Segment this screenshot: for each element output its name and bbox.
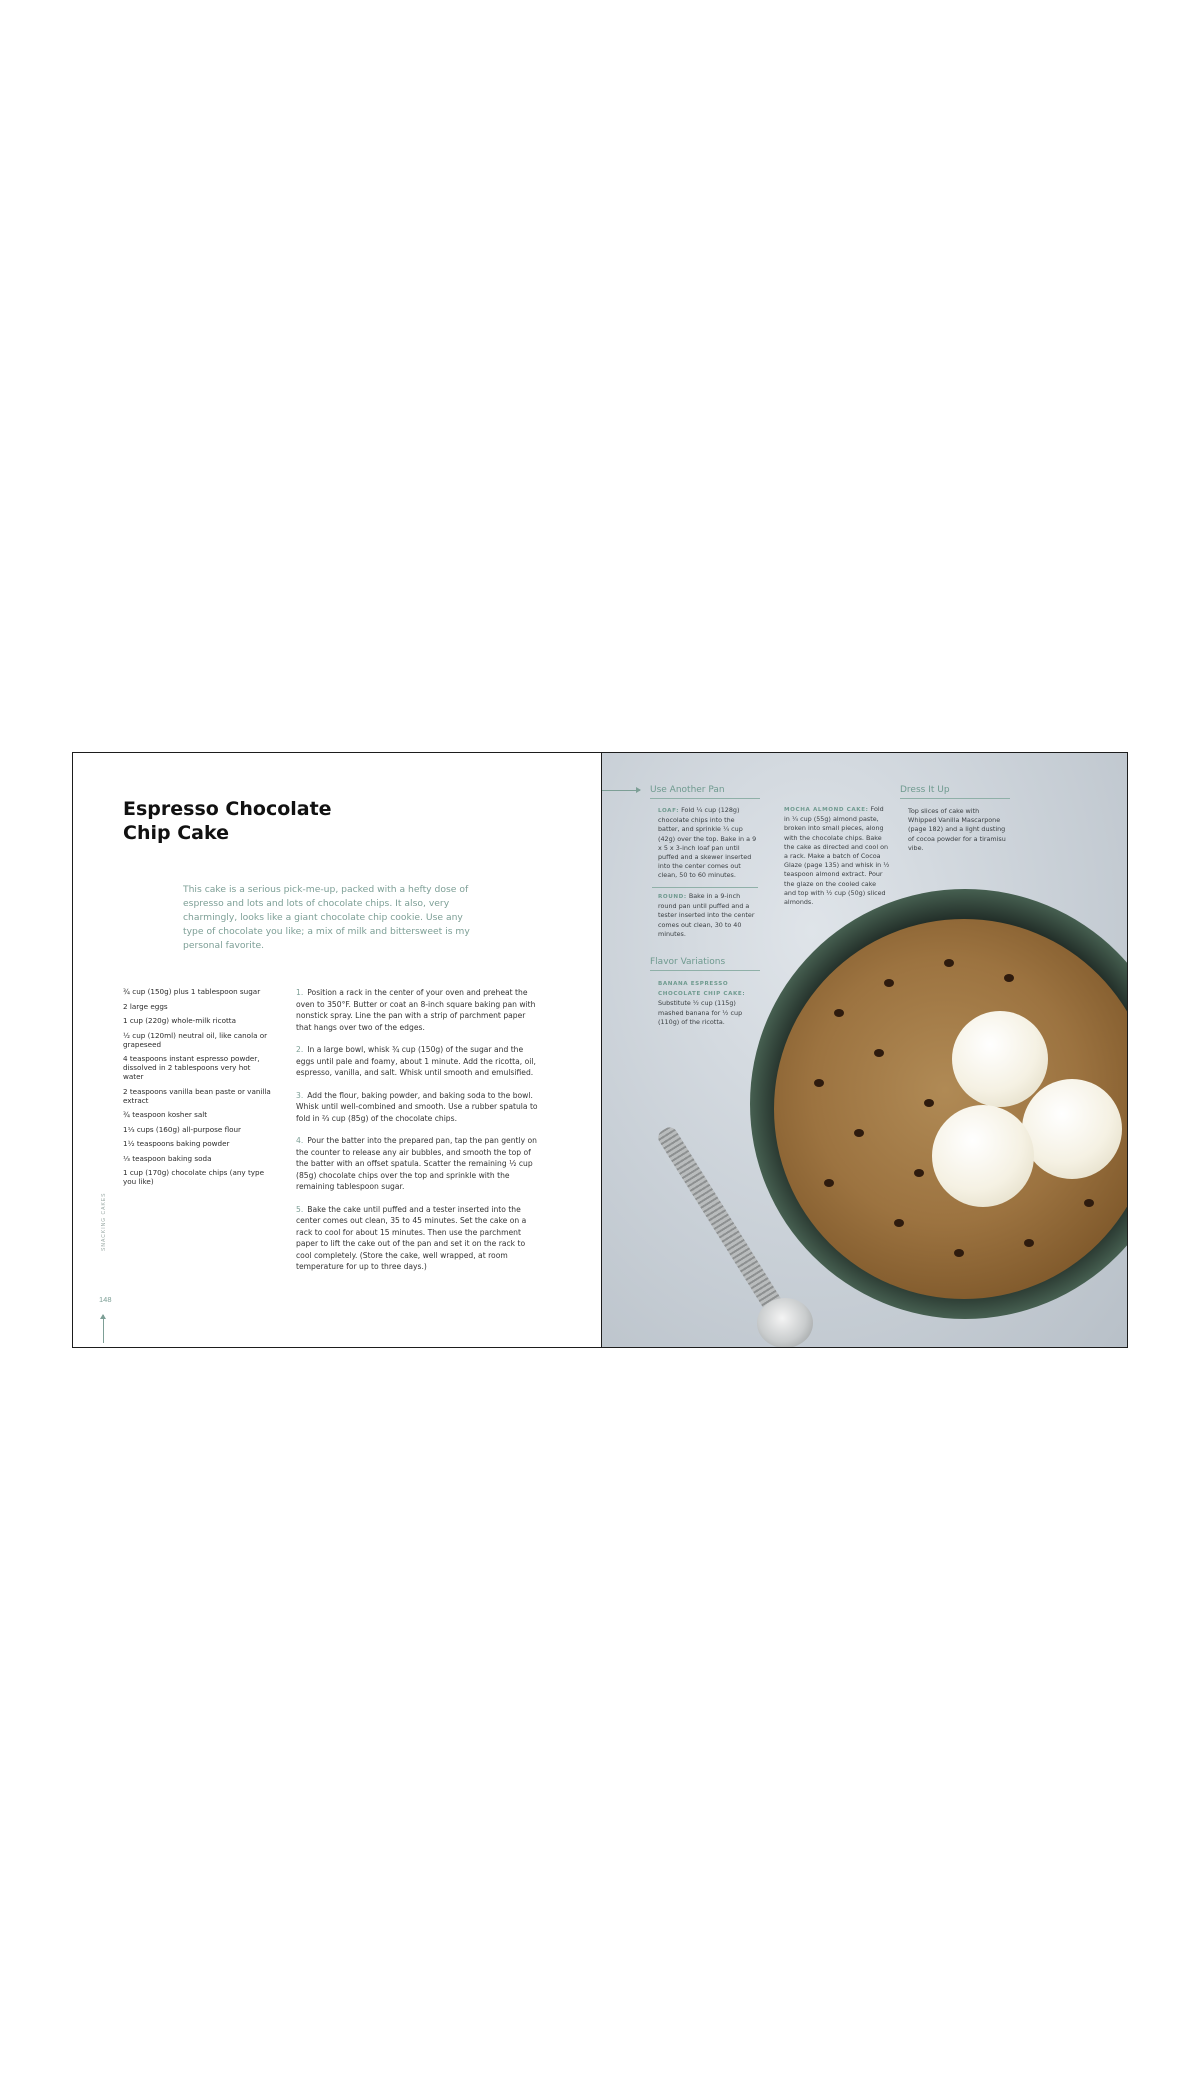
chocolate-chip <box>894 1219 904 1227</box>
recipe-title <box>123 797 332 845</box>
ingredient-item: ½ cup (120ml) neutral oil, like canola or grapeseed <box>123 1030 268 1049</box>
chocolate-chip <box>854 1129 864 1137</box>
ingredient-item: 2 large eggs <box>123 1001 168 1011</box>
ice-cream-scoop-image <box>952 1011 1048 1107</box>
round-variation <box>658 892 758 939</box>
recipe-title-line-1: Espresso Chocolate <box>123 798 332 820</box>
ice-cream-scoop-image <box>932 1105 1034 1207</box>
ice-cream-scoop-image <box>1022 1079 1122 1179</box>
step-number: 2. <box>296 1045 304 1054</box>
arrow-up-icon <box>103 1315 104 1343</box>
banana-label: BANANA ESPRESSO CHOCOLATE CHIP CAKE: <box>658 981 746 998</box>
chocolate-chip <box>924 1099 934 1107</box>
right-page-photo <box>601 753 1127 1347</box>
ingredient-item: 1 cup (170g) chocolate chips (any type you like) <box>123 1168 265 1186</box>
chocolate-chip <box>1084 1199 1094 1207</box>
banana-text: Substitute ½ cup (115g) mashed banana for ½ cup (110g) of the ricotta. <box>658 999 743 1026</box>
method-step <box>296 1044 541 1079</box>
arrow-right-icon <box>602 790 640 791</box>
ingredients-list <box>123 987 273 1192</box>
method-step <box>296 1135 541 1193</box>
step-text: In a large bowl, whisk ¾ cup (150g) of the sugar and the eggs until pale and foamy, about 1 minute. Add the ricotta, oil, espresso, vanilla, and salt. Whisk until smooth and emulsified. <box>296 1045 536 1077</box>
mocha-variation <box>784 805 890 907</box>
ice-cream-scoop-bowl <box>757 1298 813 1347</box>
chocolate-chip <box>874 1049 884 1057</box>
banana-variation <box>658 979 758 1027</box>
flavor-variations-heading: Flavor Variations <box>650 957 760 971</box>
step-number: 1. <box>296 988 304 997</box>
chocolate-chip <box>944 959 954 967</box>
left-page <box>73 753 601 1347</box>
method-step <box>296 987 541 1033</box>
chocolate-chip <box>954 1249 964 1257</box>
recipe-title-line-2: Chip Cake <box>123 822 229 844</box>
method-steps <box>296 987 541 1284</box>
step-number: 4. <box>296 1136 304 1145</box>
step-text: Pour the batter into the prepared pan, tap the pan gently on the counter to release any air bubbles, and smooth the top of the batter with an offset spatula. Scatter the remaining ½ cup (85g) chocolate chips over the top and sprinkle with the remaining tablespoon sugar. <box>296 1136 537 1191</box>
use-another-pan-heading: Use Another Pan <box>650 785 760 799</box>
mocha-text: Fold in ¼ cup (55g) almond paste, broken into small pieces, along with the chocolate chips. Bake the cake as directed and cool on a rack. Make a batch of Cocoa Glaze (page 135) and whisk in ½ teaspoon almond extract. Pour the glaze on the cooled cake and top with ½ cup (50g) sliced almonds. <box>784 805 890 907</box>
recipe-intro: This cake is a serious pick-me-up, packed with a hefty dose of espresso and lots and lots of chocolate chips. It also, very charmingly, looks like a giant chocolate chip cookie. Use any type of chocolate you like; a mix of milk and bittersweet is my personal favorite. <box>183 884 470 951</box>
loaf-variation <box>658 806 758 881</box>
chocolate-chip <box>824 1179 834 1187</box>
page-number: 148 <box>99 1295 112 1304</box>
loaf-label: LOAF: <box>658 808 680 814</box>
step-text: Position a rack in the center of your oven and preheat the oven to 350°F. Butter or coat an 8-inch square baking pan with nonstick spray. Line the pan with a strip of parchment paper that hangs over two of the edges. <box>296 988 536 1032</box>
method-step <box>296 1204 541 1273</box>
ingredient-item: 1 cup (220g) whole-milk ricotta <box>123 1016 237 1025</box>
chocolate-chip <box>814 1079 824 1087</box>
ingredient-item: ¾ teaspoon kosher salt <box>123 1110 208 1119</box>
chocolate-chip <box>884 979 894 987</box>
book-spread <box>72 752 1128 1348</box>
ingredient-item: ⅓ teaspoon baking soda <box>123 1153 212 1163</box>
divider <box>652 887 758 888</box>
ingredient-item: 2 teaspoons vanilla bean paste or vanilla extract <box>123 1086 271 1105</box>
ingredient-item: ¾ cup (150g) plus 1 tablespoon sugar <box>123 987 261 996</box>
ingredient-item: 1½ teaspoons baking powder <box>123 1139 230 1148</box>
ingredient-item: 1⅓ cups (160g) all-purpose flour <box>123 1124 242 1134</box>
chocolate-chip <box>1024 1239 1034 1247</box>
mocha-label: MOCHA ALMOND CAKE: <box>784 807 869 813</box>
loaf-text: Fold ¼ cup (128g) chocolate chips into the batter, and sprinkle ¼ cup (42g) over the top. Bake in a 9 x 5 x 3-inch loaf pan until puffed and a skewer inserted into the center comes out clean, 50 to 60 minutes. <box>658 806 757 880</box>
method-step <box>296 1090 541 1125</box>
step-text: Add the flour, baking powder, and baking soda to the bowl. Whisk until well-combined and smooth. Use a rubber spatula to fold in ⅔ cup (85g) of the chocolate chips. <box>296 1090 538 1123</box>
ingredient-item: 4 teaspoons instant espresso powder, dissolved in 2 tablespoons very hot water <box>123 1054 260 1081</box>
step-number: 5. <box>296 1204 304 1214</box>
step-number: 3. <box>296 1090 304 1100</box>
dress-it-up-text: Top slices of cake with Whipped Vanilla Mascarpone (page 182) and a light dusting of cocoa powder for a tiramisu vibe. <box>908 807 1006 852</box>
chocolate-chip <box>914 1169 924 1177</box>
step-text: Bake the cake until puffed and a tester inserted into the center comes out clean, 35 to 45 minutes. Set the cake on a rack to cool for about 15 minutes. Then use the parchment paper to lift the cake out of the pan and set it on the rack to cool completely. (Store the cake, well wrapped, at room temperature for up to three days.) <box>296 1204 527 1271</box>
chocolate-chip <box>834 1009 844 1017</box>
round-text: Bake in a 9-inch round pan until puffed and a tester inserted into the center comes out clean, 30 to 40 minutes. <box>658 892 755 938</box>
section-label: SNACKING CAKES <box>101 1192 107 1251</box>
round-label: ROUND: <box>658 894 687 900</box>
chocolate-chip <box>1004 974 1014 982</box>
dress-it-up-heading: Dress It Up <box>900 785 1010 799</box>
